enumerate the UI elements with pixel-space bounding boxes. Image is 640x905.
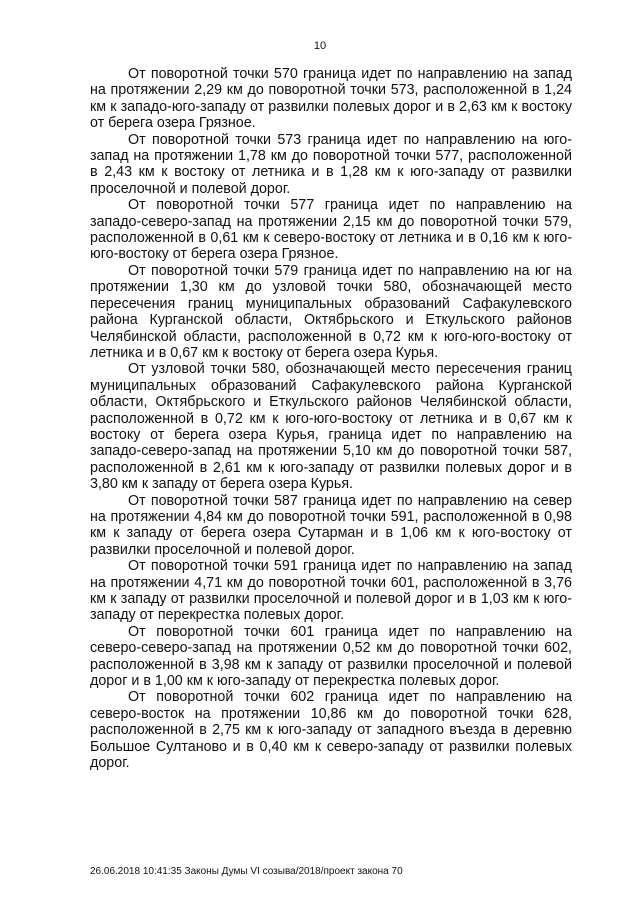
paragraph: От поворотной точки 573 граница идет по направлению на юго-запад на протяжении 1,78 км до поворотной точки 577, расположенной в 2,43 км к востоку от летника и в 1,28 км к юго-западу от развилки проселочной и полевой дорог. [90,131,572,197]
paragraph: От поворотной точки 601 граница идет по направлению на северо-северо-запад на протяжении 0,52 км до поворотной точки 602, расположенной в 3,98 км к западу от развилки проселочной и полевой дорог и в 1,00 км к юго-западу от перекрестка полевых дорог. [90,623,572,690]
paragraph: От поворотной точки 577 граница идет по направлению на западо-северо-запад на протяжении 2,15 км до поворотной точки 579, расположенной в 0,61 км к северо-востоку от летника и в 0,16 км к юго-юго-востоку от берега озера Грязное. [90,197,572,263]
page-number: 10 [313,40,327,52]
paragraph: От поворотной точки 579 граница идет по направлению на юг на протяжении 1,30 км до узловой точки 580, обозначающей место пересечения границ муниципальных образований Сафакулевского района Курганской области, Октябрьского и Еткульского районов Челябинской области, расположенной в 0,72 км к юго-юго-востоку от летника и в 0,67 км к востоку от берега озера Курья. [90,262,572,361]
paragraph: От поворотной точки 591 граница идет по направлению на запад на протяжении 4,71 км до поворотной точки 601, расположенной в 3,76 км к западу от развилки проселочной и полевой дорог и в 1,03 км к юго-западу от перекрестка полевых дорог. [90,558,572,624]
paragraph: От поворотной точки 587 граница идет по направлению на север на протяжении 4,84 км до поворотной точки 591, расположенной в 0,98 км к западу от берега озера Сутарман и в 1,06 км к юго-востоку от развилки проселочной и полевой дорог. [90,492,572,558]
paragraph: От поворотной точки 570 граница идет по направлению на запад на протяжении 2,29 км до поворотной точки 573, расположенной в 1,24 км к западо-юго-западу от развилки полевых дорог и в 2,63 км к востоку от берега озера Грязное. [90,66,572,132]
document-body [90,66,572,771]
document-footer: 26.06.2018 10:41:35 Законы Думы VI созыва/2018/проект закона 70 [90,866,403,877]
paragraph: От поворотной точки 602 граница идет по направлению на северо-восток на протяжении 10,86 км до поворотной точки 628, расположенной в 2,75 км к юго-западу от западного въезда в деревню Большое Султаново и в 0,40 км к северо-западу от развилки полевых дорог. [90,689,572,772]
paragraph: От узловой точки 580, обозначающей место пересечения границ муниципальных образований Сафакулевского района Курганской области, Октябрьского и Еткульского районов Челябинской области, расположенной в 0,72 км к юго-юго-востоку от летника и в 0,67 км к востоку от берега озера Курья, граница идет по направлению на западо-северо-запад на протяжении 5,10 км до поворотной точки 587, расположенной в 2,61 км к юго-западу от развилки полевых дорог и в 3,80 км к западу от берега озера Курья. [90,361,572,493]
